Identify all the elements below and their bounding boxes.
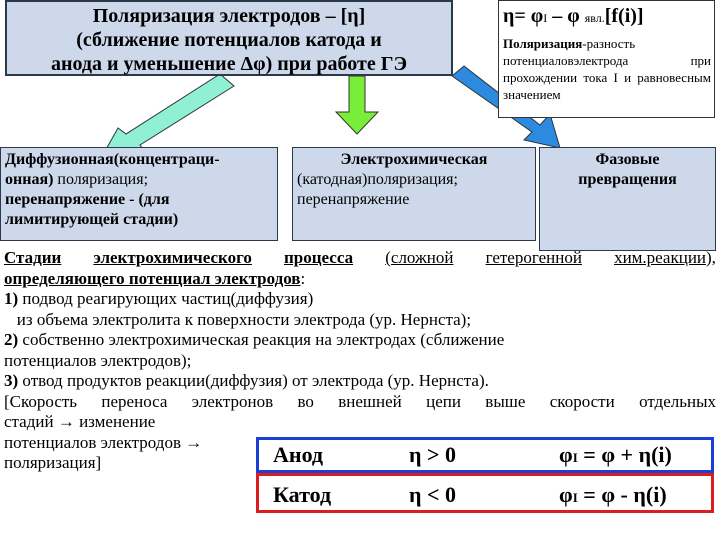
electrochemical-polarization-box: Электрохимическая (катодная)поляризация; перенапряжение bbox=[292, 147, 536, 241]
phase-transitions-box: Фазовые превращения bbox=[539, 147, 716, 251]
stage-2: 2) собственно электрохимическая реакция на электродах (сближение bbox=[4, 330, 505, 349]
bracket-line: [Скорость переноса электронов во внешней цепи выше скорости отдельных bbox=[4, 391, 716, 411]
stage-3: 3) отвод продуктов реакции(диффузия) от электрода (ур. Нернста). bbox=[4, 371, 489, 390]
anode-label: Анод bbox=[273, 442, 324, 467]
bracket-line-2: стадий → изменение bbox=[4, 412, 156, 431]
title-line-1: Поляризация электродов – [η] bbox=[92, 5, 366, 27]
polarization-definition: Поляризация-разность потенциаловэлектрода при прохождении тока I и равновесным значением bbox=[503, 36, 711, 102]
cathode-condition: η < 0 bbox=[409, 482, 457, 507]
stage-1: 1) подвод реагирующих частиц(диффузия) bbox=[4, 289, 314, 308]
bracket-line-3: потенциалов электродов → bbox=[4, 432, 203, 452]
anode-condition: η > 0 bbox=[409, 442, 457, 467]
title-line-2: (сближение потенциалов катода и bbox=[76, 29, 382, 51]
bracket-line-4: поляризация] bbox=[4, 453, 102, 472]
anode-box bbox=[256, 437, 714, 473]
cathode-equation: φI = φ - η(i) bbox=[559, 482, 667, 507]
title-line-3: анода и уменьшение Δφ) при работе ГЭ bbox=[50, 53, 408, 75]
stages-heading: Стадии электрохимического процесса (сложной гетерогенной хим.реакции), bbox=[4, 248, 716, 267]
stage-2-cont: потенциалов электродов); bbox=[4, 350, 192, 370]
polarization-title-box bbox=[5, 0, 453, 76]
anode-equation: φI = φ + η(i) bbox=[559, 442, 672, 467]
polarization-formula: η= φI – φ явл.[f(i)] bbox=[503, 5, 644, 27]
cathode-box bbox=[256, 473, 714, 513]
stages-line-2: определяющего потенциал электродов: bbox=[4, 268, 306, 288]
diffusion-polarization-box: Диффузионная(концентраци- онная) поляризация; перенапряжение - (для лимитирующей стадии) bbox=[0, 147, 278, 241]
cathode-label: Катод bbox=[273, 482, 332, 507]
stage-1-cont: из объема электролита к поверхности электрода (ур. Нернста); bbox=[4, 309, 472, 329]
arrow-to-electrochemical bbox=[336, 76, 378, 134]
definition-box bbox=[498, 0, 715, 118]
